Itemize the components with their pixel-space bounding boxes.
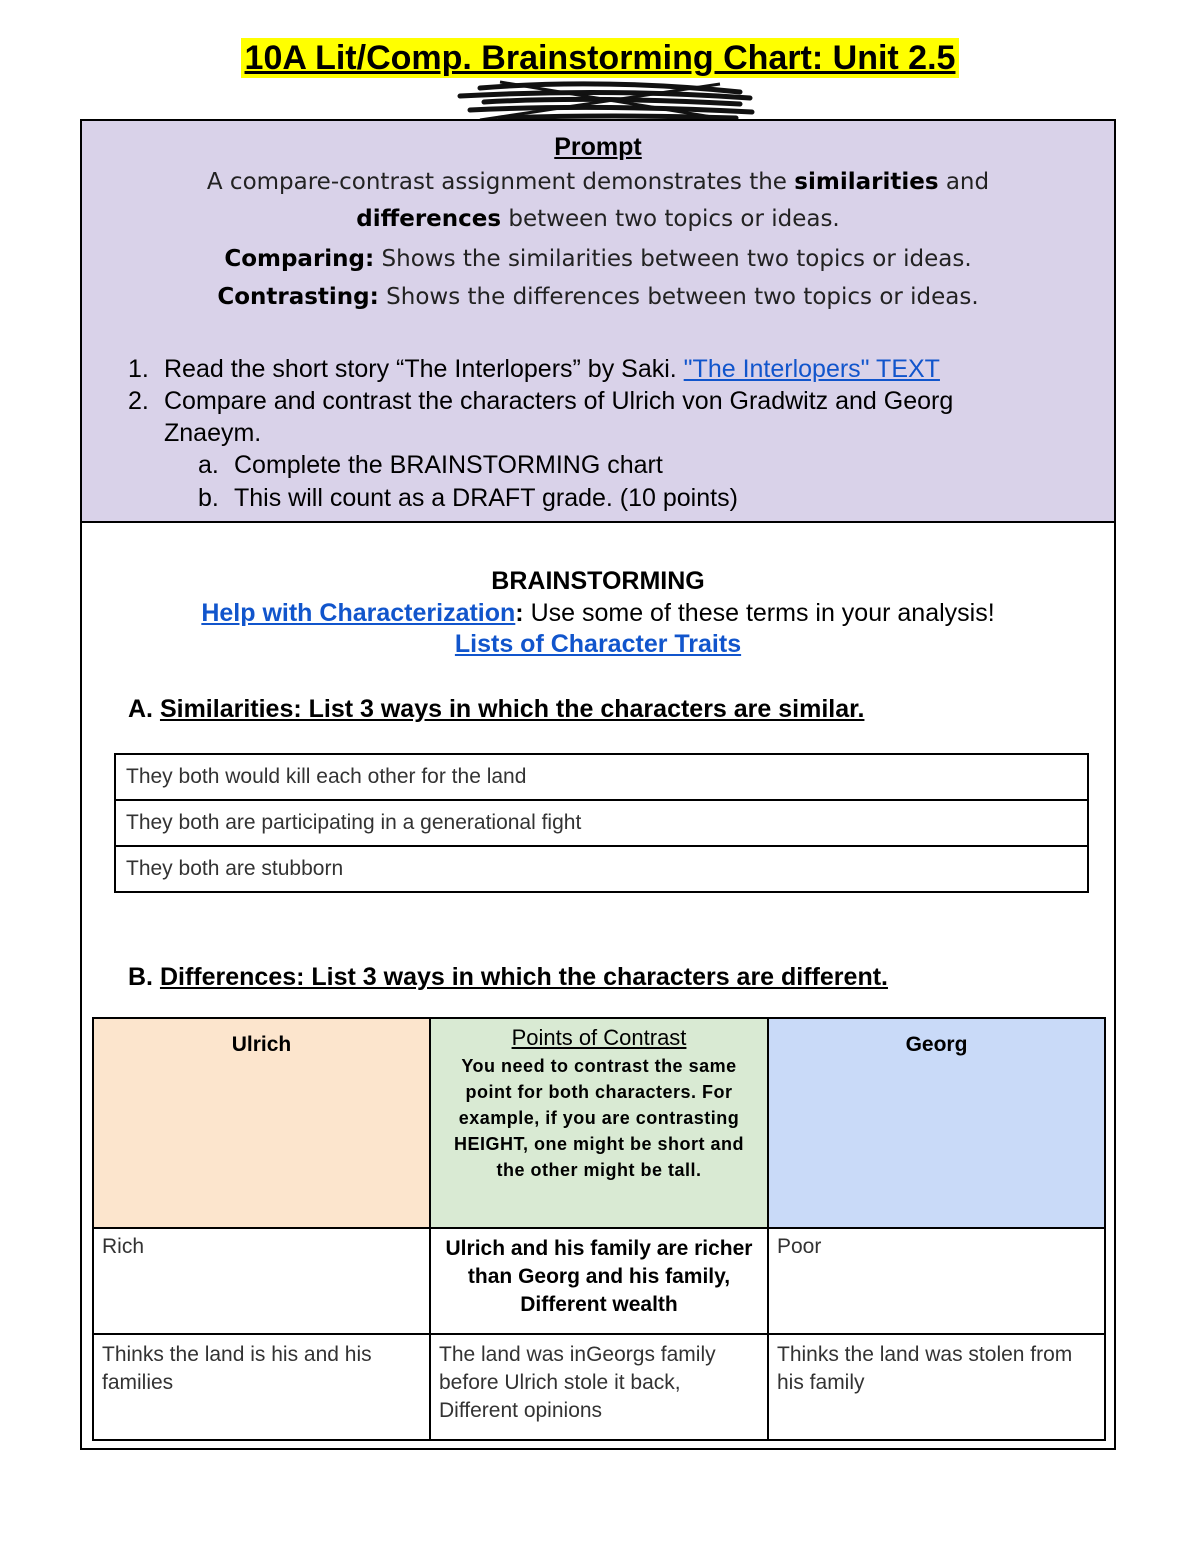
prompt-text: and <box>938 169 990 195</box>
item-text: This will count as a DRAFT grade. (10 points) <box>234 484 738 512</box>
prompt-text: A compare-contrast assignment demonstrates the <box>206 169 795 195</box>
points-of-contrast-title: Points of Contrast <box>511 1025 687 1050</box>
prompt-contrasting-line <box>82 284 1114 310</box>
ulrich-cell[interactable]: Rich <box>93 1228 430 1334</box>
document-title-wrap <box>0 38 1200 78</box>
similarities-table <box>114 753 1089 893</box>
instruction-item-1 <box>128 355 940 384</box>
section-a-heading <box>128 695 864 724</box>
comparing-text: Shows the similarities between two topics or ideas. <box>374 246 972 272</box>
item-text: Znaeym. <box>164 419 262 447</box>
ulrich-header-label: Ulrich <box>231 1033 292 1056</box>
instruction-subitem-b <box>198 484 738 513</box>
ulrich-cell[interactable]: Thinks the land is his and his families <box>93 1334 430 1440</box>
contrasting-text: Shows the differences between two topics or ideas. <box>378 284 979 310</box>
interlopers-text-link[interactable]: "The Interlopers" TEXT <box>683 355 940 383</box>
instruction-subitem-a <box>198 451 663 480</box>
section-b-label: B. <box>128 963 160 991</box>
section-a-label: A. <box>128 695 160 723</box>
item-number: 2. <box>128 387 149 415</box>
similarity-cell[interactable]: They both are participating in a generational fight <box>115 800 1088 846</box>
prompt-heading: Prompt <box>554 133 642 161</box>
item-text: Compare and contrast the characters of Ulrich von Gradwitz and Georg <box>164 387 954 415</box>
assignment-box <box>80 119 1116 1450</box>
help-line <box>82 599 1114 628</box>
comparing-label: Comparing: <box>224 246 375 272</box>
georg-header-label: Georg <box>905 1033 968 1056</box>
prompt-definition-line2 <box>82 206 1114 232</box>
section-a-text: Similarities: List 3 ways in which the characters are similar. <box>159 695 865 723</box>
contrasting-label: Contrasting: <box>217 284 379 310</box>
help-text: Use some of these terms in your analysis! <box>523 599 995 627</box>
table-header-row <box>93 1018 1105 1228</box>
brainstorming-heading: BRAINSTORMING <box>491 567 705 595</box>
contrast-cell[interactable]: The land was inGeorgs family before Ulrich stole it back, Different opinions <box>430 1334 768 1440</box>
table-row <box>93 1334 1105 1440</box>
points-of-contrast-header <box>430 1018 768 1228</box>
georg-header <box>768 1018 1105 1228</box>
document-title: 10A Lit/Comp. Brainstorming Chart: Unit 2.5 <box>241 38 960 78</box>
help-colon: : <box>515 599 524 627</box>
traits-line <box>82 630 1114 659</box>
georg-cell[interactable]: Poor <box>768 1228 1105 1334</box>
item-text: Complete the BRAINSTORMING chart <box>234 451 663 479</box>
similarity-cell[interactable]: They both are stubborn <box>115 846 1088 892</box>
instruction-item-2 <box>128 387 953 416</box>
help-characterization-link[interactable]: Help with Characterization <box>201 599 516 627</box>
section-b-heading <box>128 963 888 992</box>
table-row <box>93 1228 1105 1334</box>
item-letter: a. <box>198 451 219 479</box>
contrast-cell[interactable]: Ulrich and his family are richer than Georg and his family, Different wealth <box>430 1228 768 1334</box>
prompt-comparing-line <box>82 246 1114 272</box>
prompt-section <box>82 121 1114 523</box>
item-number: 1. <box>128 355 149 383</box>
item-letter: b. <box>198 484 219 512</box>
instruction-item-2-cont <box>164 419 261 448</box>
item-text: Read the short story “The Interlopers” by Saki. <box>164 355 684 383</box>
ulrich-header <box>93 1018 430 1228</box>
georg-cell[interactable]: Thinks the land was stolen from his family <box>768 1334 1105 1440</box>
similarity-cell[interactable]: They both would kill each other for the land <box>115 754 1088 800</box>
prompt-definition-line1 <box>82 169 1114 195</box>
table-row <box>115 754 1088 800</box>
differences-table <box>92 1017 1106 1441</box>
points-of-contrast-instructions: You need to contrast the same point for both characters. For example, if you are contrasting HEIGHT, one might be short and the other might be tall. <box>453 1056 744 1180</box>
prompt-bold-similarities: similarities <box>794 169 939 195</box>
section-b-text: Differences: List 3 ways in which the characters are different. <box>159 963 888 991</box>
prompt-text: between two topics or ideas. <box>501 206 840 232</box>
prompt-bold-differences: differences <box>356 206 502 232</box>
table-row <box>115 846 1088 892</box>
table-row <box>115 800 1088 846</box>
character-traits-link[interactable]: Lists of Character Traits <box>454 630 742 658</box>
